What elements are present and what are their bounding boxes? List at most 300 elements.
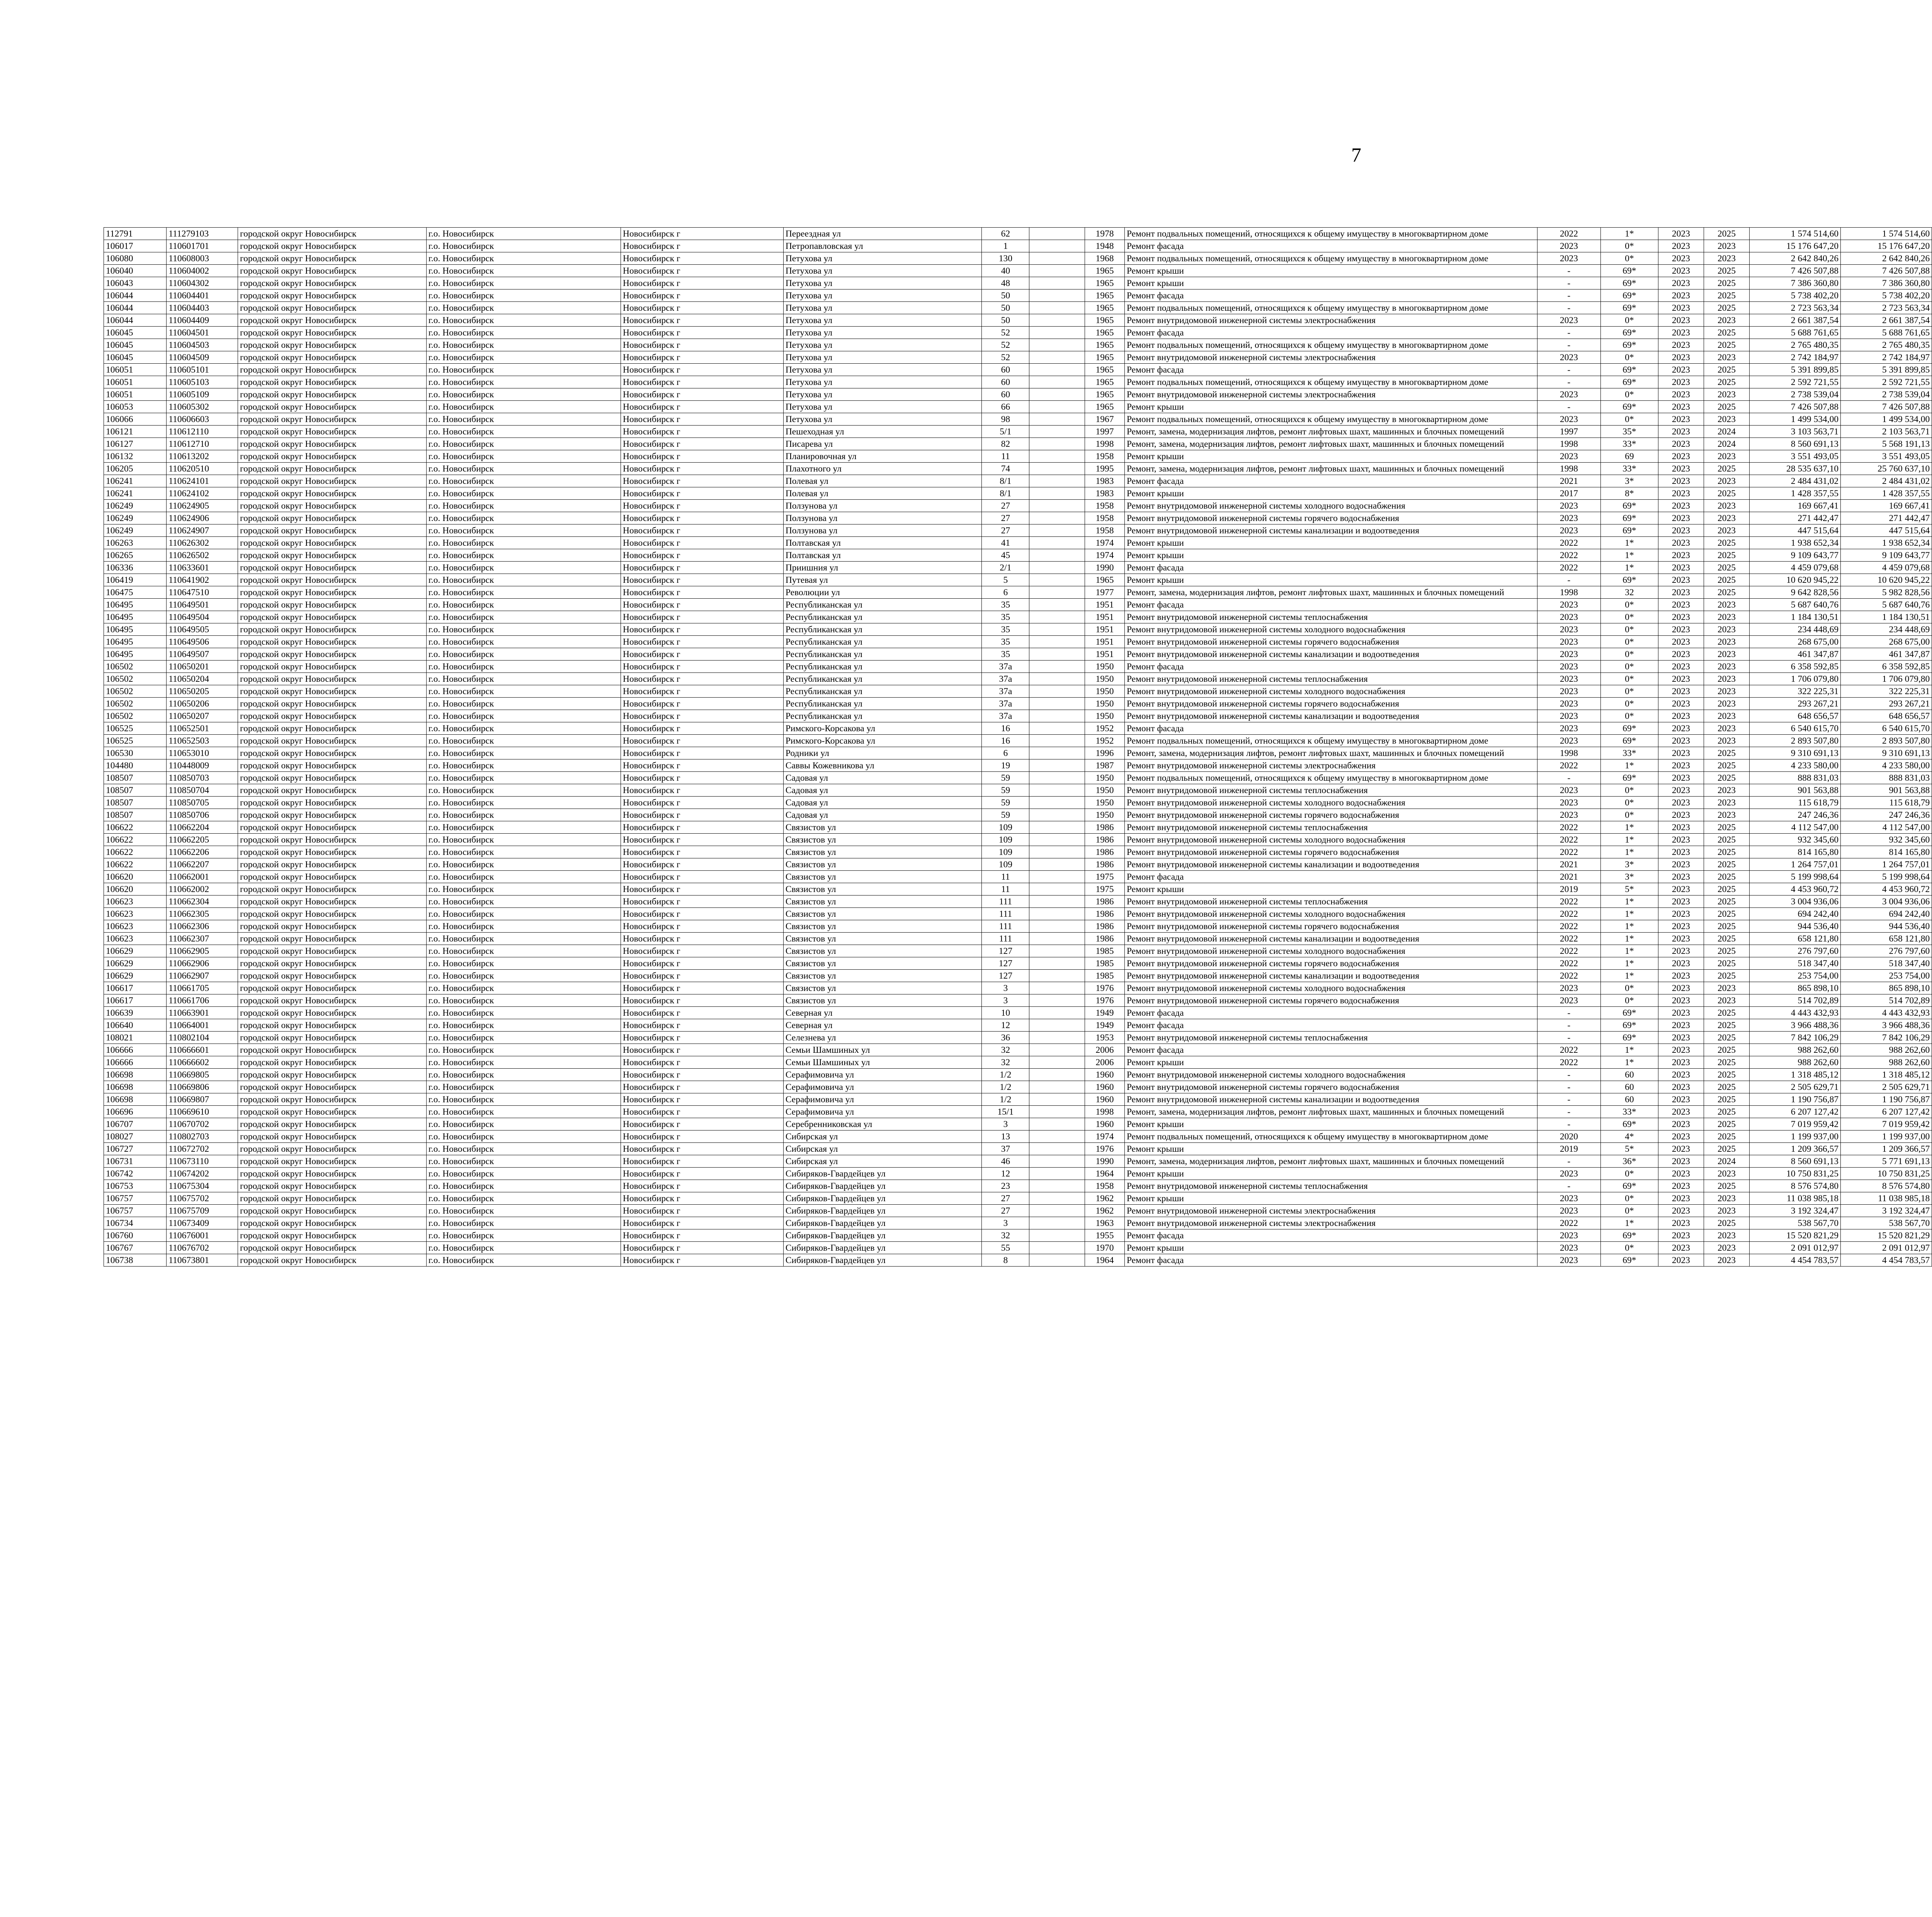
cell-district: городской округ Новосибирск [238, 710, 427, 722]
cell-end: 2025 [1704, 834, 1749, 846]
table-row [104, 1056, 1932, 1069]
cell-district: городской округ Новосибирск [238, 908, 427, 920]
cell-settlement: Новосибирск г [621, 599, 783, 611]
cell-street: Полевая ул [783, 487, 981, 500]
table-row [104, 920, 1932, 933]
cell-end: 2025 [1704, 1143, 1749, 1155]
cell-street: Революции ул [783, 586, 981, 599]
table-row [104, 401, 1932, 413]
cell-id: 106760 [104, 1229, 167, 1242]
cell-settlement: Новосибирск г [621, 376, 783, 388]
cell-house: 111 [982, 920, 1029, 933]
cell-code: 110670702 [167, 1118, 238, 1130]
cell-start: 2023 [1658, 463, 1704, 475]
cell-settlement: Новосибирск г [621, 871, 783, 883]
cell-cost_total: 1 199 937,00 [1749, 1130, 1840, 1143]
cell-cost_total: 988 262,60 [1749, 1056, 1840, 1069]
cell-settlement: Новосибирск г [621, 1081, 783, 1093]
cell-letter [1029, 562, 1085, 574]
cell-end: 2023 [1704, 661, 1749, 673]
cell-cost_total: 276 797,60 [1749, 945, 1840, 957]
table-row [104, 252, 1932, 265]
cell-house: 8/1 [982, 487, 1029, 500]
cell-year: 1950 [1085, 797, 1125, 809]
cell-house: 59 [982, 784, 1029, 797]
cell-house: 52 [982, 351, 1029, 364]
cell-work: Ремонт крыши [1124, 450, 1537, 463]
cell-work: Ремонт подвальных помещений, относящихся к общему имуществу в многоквартирном доме [1124, 772, 1537, 784]
cell-cost_owners: 2 738 539,04 [1841, 388, 1932, 401]
cell-cost_total: 7 386 360,80 [1749, 277, 1840, 289]
cell-code: 110673801 [167, 1254, 238, 1267]
cell-year: 1952 [1085, 735, 1125, 747]
cell-cost_total: 1 209 366,57 [1749, 1143, 1840, 1155]
cell-street: Республиканская ул [783, 685, 981, 698]
cell-year: 1955 [1085, 1229, 1125, 1242]
cell-end: 2025 [1704, 537, 1749, 549]
table-row [104, 339, 1932, 351]
cell-cost_total: 322 225,31 [1749, 685, 1840, 698]
cell-code: 110676702 [167, 1242, 238, 1254]
cell-id: 106495 [104, 636, 167, 648]
cell-work: Ремонт внутридомовой инженерной системы теплоснабжения [1124, 821, 1537, 834]
cell-cost_total: 5 391 899,85 [1749, 364, 1840, 376]
cell-city_district: г.о. Новосибирск [426, 463, 621, 475]
cell-district: городской округ Новосибирск [238, 883, 427, 896]
cell-district: городской округ Новосибирск [238, 549, 427, 562]
cell-year: 1958 [1085, 524, 1125, 537]
cell-end: 2025 [1704, 1118, 1749, 1130]
cell-id: 106051 [104, 388, 167, 401]
cell-period: 69* [1600, 735, 1658, 747]
cell-year: 1963 [1085, 1217, 1125, 1229]
cell-street: Петухова ул [783, 289, 981, 302]
cell-period: 69* [1600, 1019, 1658, 1032]
cell-city_district: г.о. Новосибирск [426, 821, 621, 834]
cell-end: 2025 [1704, 376, 1749, 388]
cell-id: 106495 [104, 623, 167, 636]
cell-letter [1029, 537, 1085, 549]
cell-end: 2023 [1704, 648, 1749, 661]
cell-start: 2023 [1658, 611, 1704, 623]
cell-cost_total: 2 642 840,26 [1749, 252, 1840, 265]
cell-cost_owners: 2 484 431,02 [1841, 475, 1932, 487]
cell-house: 11 [982, 883, 1029, 896]
cell-plan_year: 2022 [1537, 537, 1600, 549]
cell-code: 110662305 [167, 908, 238, 920]
cell-code: 110624906 [167, 512, 238, 524]
cell-district: городской округ Новосибирск [238, 388, 427, 401]
cell-plan_year: 2023 [1537, 648, 1600, 661]
cell-city_district: г.о. Новосибирск [426, 487, 621, 500]
cell-id: 106051 [104, 364, 167, 376]
table-row [104, 265, 1932, 277]
cell-house: 3 [982, 994, 1029, 1007]
cell-district: городской округ Новосибирск [238, 1242, 427, 1254]
cell-end: 2023 [1704, 797, 1749, 809]
table-row [104, 698, 1932, 710]
cell-house: 59 [982, 772, 1029, 784]
cell-letter [1029, 623, 1085, 636]
cell-letter [1029, 599, 1085, 611]
cell-district: городской округ Новосибирск [238, 475, 427, 487]
cell-work: Ремонт внутридомовой инженерной системы электроснабжения [1124, 1205, 1537, 1217]
cell-period: 69* [1600, 574, 1658, 586]
cell-letter [1029, 858, 1085, 871]
table-row [104, 957, 1932, 970]
cell-end: 2023 [1704, 314, 1749, 327]
table-row [104, 1081, 1932, 1093]
cell-id: 106727 [104, 1143, 167, 1155]
cell-start: 2023 [1658, 265, 1704, 277]
cell-street: Сибиряков-Гвардейцев ул [783, 1205, 981, 1217]
cell-settlement: Новосибирск г [621, 1180, 783, 1192]
cell-year: 1985 [1085, 957, 1125, 970]
cell-plan_year: 2022 [1537, 821, 1600, 834]
table-row [104, 871, 1932, 883]
cell-code: 110612710 [167, 438, 238, 450]
cell-house: 3 [982, 982, 1029, 994]
cell-id: 112791 [104, 228, 167, 240]
cell-letter [1029, 289, 1085, 302]
cell-city_district: г.о. Новосибирск [426, 314, 621, 327]
cell-id: 106696 [104, 1106, 167, 1118]
cell-start: 2023 [1658, 908, 1704, 920]
cell-work: Ремонт фасада [1124, 327, 1537, 339]
cell-city_district: г.о. Новосибирск [426, 809, 621, 821]
cell-settlement: Новосибирск г [621, 846, 783, 858]
cell-start: 2023 [1658, 982, 1704, 994]
cell-settlement: Новосибирск г [621, 265, 783, 277]
cell-settlement: Новосибирск г [621, 957, 783, 970]
cell-settlement: Новосибирск г [621, 908, 783, 920]
cell-house: 127 [982, 970, 1029, 982]
cell-street: Республиканская ул [783, 698, 981, 710]
cell-cost_owners: 2 893 507,80 [1841, 735, 1932, 747]
cell-end: 2023 [1704, 475, 1749, 487]
cell-cost_total: 5 687 640,76 [1749, 599, 1840, 611]
cell-letter [1029, 240, 1085, 252]
table-row [104, 933, 1932, 945]
cell-cost_owners: 5 687 640,76 [1841, 599, 1932, 611]
cell-cost_owners: 7 426 507,88 [1841, 401, 1932, 413]
cell-cost_total: 3 192 324,47 [1749, 1205, 1840, 1217]
cell-street: Связистов ул [783, 920, 981, 933]
cell-plan_year: 2023 [1537, 636, 1600, 648]
table-row [104, 1217, 1932, 1229]
cell-letter [1029, 698, 1085, 710]
cell-period: 69* [1600, 1229, 1658, 1242]
cell-house: 109 [982, 846, 1029, 858]
cell-street: Садовая ул [783, 784, 981, 797]
cell-street: Петухова ул [783, 277, 981, 289]
cell-start: 2023 [1658, 549, 1704, 562]
cell-cost_owners: 901 563,88 [1841, 784, 1932, 797]
cell-cost_total: 2 505 629,71 [1749, 1081, 1840, 1093]
cell-end: 2023 [1704, 413, 1749, 426]
cell-end: 2025 [1704, 574, 1749, 586]
cell-plan_year: 2023 [1537, 599, 1600, 611]
table-row [104, 722, 1932, 735]
cell-work: Ремонт фасада [1124, 562, 1537, 574]
cell-period: 0* [1600, 636, 1658, 648]
cell-code: 110612110 [167, 426, 238, 438]
cell-period: 0* [1600, 351, 1658, 364]
cell-year: 1965 [1085, 364, 1125, 376]
cell-year: 1985 [1085, 945, 1125, 957]
cell-id: 106249 [104, 524, 167, 537]
cell-city_district: г.о. Новосибирск [426, 945, 621, 957]
cell-period: 1* [1600, 1217, 1658, 1229]
cell-city_district: г.о. Новосибирск [426, 1192, 621, 1205]
cell-code: 110624102 [167, 487, 238, 500]
cell-city_district: г.о. Новосибирск [426, 1106, 621, 1118]
cell-settlement: Новосибирск г [621, 759, 783, 772]
cell-district: городской округ Новосибирск [238, 784, 427, 797]
cell-id: 106205 [104, 463, 167, 475]
cell-settlement: Новосибирск г [621, 772, 783, 784]
cell-cost_owners: 10 620 945,22 [1841, 574, 1932, 586]
cell-year: 1986 [1085, 896, 1125, 908]
cell-id: 106623 [104, 908, 167, 920]
cell-period: 35* [1600, 426, 1658, 438]
cell-settlement: Новосибирск г [621, 982, 783, 994]
cell-cost_owners: 1 428 357,55 [1841, 487, 1932, 500]
cell-code: 110675702 [167, 1192, 238, 1205]
cell-cost_total: 115 618,79 [1749, 797, 1840, 809]
cell-code: 110605302 [167, 401, 238, 413]
cell-year: 1998 [1085, 1106, 1125, 1118]
cell-end: 2023 [1704, 710, 1749, 722]
cell-district: городской округ Новосибирск [238, 1180, 427, 1192]
cell-plan_year: - [1537, 1118, 1600, 1130]
cell-cost_owners: 115 618,79 [1841, 797, 1932, 809]
cell-start: 2023 [1658, 1168, 1704, 1180]
cell-district: городской округ Новосибирск [238, 896, 427, 908]
table-row [104, 648, 1932, 661]
table-row [104, 945, 1932, 957]
cell-id: 106742 [104, 1168, 167, 1180]
cell-work: Ремонт, замена, модернизация лифтов, ремонт лифтовых шахт, машинных и блочных помещений [1124, 1106, 1537, 1118]
cell-work: Ремонт подвальных помещений, относящихся к общему имуществу в многоквартирном доме [1124, 339, 1537, 351]
cell-work: Ремонт, замена, модернизация лифтов, ремонт лифтовых шахт, машинных и блочных помещений [1124, 1155, 1537, 1168]
cell-work: Ремонт подвальных помещений, относящихся к общему имуществу в многоквартирном доме [1124, 252, 1537, 265]
cell-end: 2023 [1704, 1229, 1749, 1242]
cell-street: Связистов ул [783, 994, 981, 1007]
cell-code: 110604302 [167, 277, 238, 289]
cell-street: Полевая ул [783, 475, 981, 487]
cell-house: 23 [982, 1180, 1029, 1192]
cell-letter [1029, 413, 1085, 426]
cell-period: 33* [1600, 463, 1658, 475]
cell-street: Связистов ул [783, 821, 981, 834]
cell-work: Ремонт внутридомовой инженерной системы канализации и водоотведения [1124, 970, 1537, 982]
cell-cost_owners: 9 310 691,13 [1841, 747, 1932, 759]
cell-work: Ремонт внутридомовой инженерной системы холодного водоснабжения [1124, 1069, 1537, 1081]
cell-letter [1029, 933, 1085, 945]
cell-id: 106753 [104, 1180, 167, 1192]
cell-house: 15/1 [982, 1106, 1029, 1118]
cell-letter [1029, 1242, 1085, 1254]
cell-code: 110662907 [167, 970, 238, 982]
cell-period: 5* [1600, 883, 1658, 896]
cell-street: Петухова ул [783, 388, 981, 401]
cell-code: 110649507 [167, 648, 238, 661]
cell-cost_total: 1 706 079,80 [1749, 673, 1840, 685]
cell-start: 2023 [1658, 401, 1704, 413]
cell-street: Связистов ул [783, 883, 981, 896]
cell-period: 1* [1600, 846, 1658, 858]
cell-district: городской округ Новосибирск [238, 314, 427, 327]
cell-cost_owners: 461 347,87 [1841, 648, 1932, 661]
cell-plan_year: 2023 [1537, 1205, 1600, 1217]
cell-end: 2025 [1704, 302, 1749, 314]
cell-code: 110613202 [167, 450, 238, 463]
cell-end: 2025 [1704, 586, 1749, 599]
cell-year: 1950 [1085, 673, 1125, 685]
cell-plan_year: 2023 [1537, 512, 1600, 524]
cell-start: 2023 [1658, 1192, 1704, 1205]
cell-street: Сибиряков-Гвардейцев ул [783, 1242, 981, 1254]
cell-letter [1029, 1155, 1085, 1168]
cell-letter [1029, 648, 1085, 661]
cell-house: 37 [982, 1143, 1029, 1155]
cell-id: 106629 [104, 970, 167, 982]
cell-city_district: г.о. Новосибирск [426, 636, 621, 648]
cell-year: 1962 [1085, 1192, 1125, 1205]
cell-cost_owners: 5 738 402,20 [1841, 289, 1932, 302]
cell-start: 2023 [1658, 302, 1704, 314]
cell-end: 2025 [1704, 858, 1749, 871]
cell-code: 110675709 [167, 1205, 238, 1217]
cell-work: Ремонт внутридомовой инженерной системы горячего водоснабжения [1124, 920, 1537, 933]
cell-code: 110662206 [167, 846, 238, 858]
cell-start: 2023 [1658, 883, 1704, 896]
cell-period: 1* [1600, 562, 1658, 574]
cell-code: 110604509 [167, 351, 238, 364]
cell-city_district: г.о. Новосибирск [426, 648, 621, 661]
cell-code: 110661706 [167, 994, 238, 1007]
cell-plan_year: 2023 [1537, 252, 1600, 265]
cell-letter [1029, 883, 1085, 896]
cell-house: 12 [982, 1019, 1029, 1032]
cell-city_district: г.о. Новосибирск [426, 574, 621, 586]
cell-year: 1997 [1085, 426, 1125, 438]
cell-cost_owners: 253 754,00 [1841, 970, 1932, 982]
cell-house: 1/2 [982, 1093, 1029, 1106]
cell-street: Северная ул [783, 1019, 981, 1032]
cell-id: 106502 [104, 661, 167, 673]
cell-city_district: г.о. Новосибирск [426, 982, 621, 994]
cell-work: Ремонт подвальных помещений, относящихся к общему имуществу в многоквартирном доме [1124, 1130, 1537, 1143]
cell-code: 110669806 [167, 1081, 238, 1093]
cell-street: Петухова ул [783, 364, 981, 376]
cell-period: 69* [1600, 500, 1658, 512]
cell-city_district: г.о. Новосибирск [426, 1254, 621, 1267]
cell-district: городской округ Новосибирск [238, 1056, 427, 1069]
cell-start: 2023 [1658, 277, 1704, 289]
cell-district: городской округ Новосибирск [238, 289, 427, 302]
cell-street: Петропавловская ул [783, 240, 981, 252]
cell-district: городской округ Новосибирск [238, 487, 427, 500]
cell-letter [1029, 1192, 1085, 1205]
cell-district: городской округ Новосибирск [238, 1093, 427, 1106]
cell-year: 1974 [1085, 549, 1125, 562]
cell-settlement: Новосибирск г [621, 896, 783, 908]
table-row [104, 858, 1932, 871]
cell-house: 27 [982, 524, 1029, 537]
cell-street: Связистов ул [783, 945, 981, 957]
cell-start: 2023 [1658, 1217, 1704, 1229]
cell-id: 106666 [104, 1056, 167, 1069]
cell-end: 2025 [1704, 339, 1749, 351]
cell-work: Ремонт фасада [1124, 240, 1537, 252]
cell-code: 110626502 [167, 549, 238, 562]
cell-house: 111 [982, 908, 1029, 920]
cell-house: 40 [982, 265, 1029, 277]
cell-house: 35 [982, 623, 1029, 636]
cell-start: 2023 [1658, 289, 1704, 302]
cell-plan_year: 2022 [1537, 759, 1600, 772]
cell-code: 110649506 [167, 636, 238, 648]
cell-code: 110652501 [167, 722, 238, 735]
cell-street: Связистов ул [783, 957, 981, 970]
cell-district: городской округ Новосибирск [238, 1032, 427, 1044]
cell-letter [1029, 636, 1085, 648]
cell-settlement: Новосибирск г [621, 784, 783, 797]
cell-start: 2023 [1658, 994, 1704, 1007]
cell-plan_year: 2021 [1537, 871, 1600, 883]
cell-end: 2025 [1704, 463, 1749, 475]
cell-city_district: г.о. Новосибирск [426, 883, 621, 896]
cell-district: городской округ Новосибирск [238, 698, 427, 710]
cell-start: 2023 [1658, 957, 1704, 970]
cell-plan_year: 2023 [1537, 351, 1600, 364]
table-row [104, 413, 1932, 426]
cell-cost_total: 11 038 985,18 [1749, 1192, 1840, 1205]
cell-city_district: г.о. Новосибирск [426, 1143, 621, 1155]
cell-period: 69 [1600, 450, 1658, 463]
cell-start: 2023 [1658, 327, 1704, 339]
cell-settlement: Новосибирск г [621, 1168, 783, 1180]
cell-cost_total: 15 520 821,29 [1749, 1229, 1840, 1242]
cell-district: городской округ Новосибирск [238, 970, 427, 982]
cell-code: 110661705 [167, 982, 238, 994]
cell-plan_year: - [1537, 1081, 1600, 1093]
cell-city_district: г.о. Новосибирск [426, 908, 621, 920]
cell-street: Полтавская ул [783, 537, 981, 549]
cell-district: городской округ Новосибирск [238, 438, 427, 450]
cell-id: 106419 [104, 574, 167, 586]
cell-work: Ремонт крыши [1124, 1168, 1537, 1180]
cell-street: Сибиряков-Гвардейцев ул [783, 1229, 981, 1242]
cell-city_district: г.о. Новосибирск [426, 957, 621, 970]
cell-start: 2023 [1658, 834, 1704, 846]
cell-year: 1951 [1085, 636, 1125, 648]
cell-end: 2023 [1704, 388, 1749, 401]
cell-city_district: г.о. Новосибирск [426, 797, 621, 809]
cell-street: Римского-Корсакова ул [783, 735, 981, 747]
cell-settlement: Новосибирск г [621, 648, 783, 661]
cell-start: 2023 [1658, 1069, 1704, 1081]
cell-city_district: г.о. Новосибирск [426, 834, 621, 846]
cell-cost_owners: 538 567,70 [1841, 1217, 1932, 1229]
cell-start: 2023 [1658, 1056, 1704, 1069]
cell-house: 36 [982, 1032, 1029, 1044]
cell-street: Республиканская ул [783, 599, 981, 611]
cell-id: 106757 [104, 1192, 167, 1205]
cell-settlement: Новосибирск г [621, 487, 783, 500]
